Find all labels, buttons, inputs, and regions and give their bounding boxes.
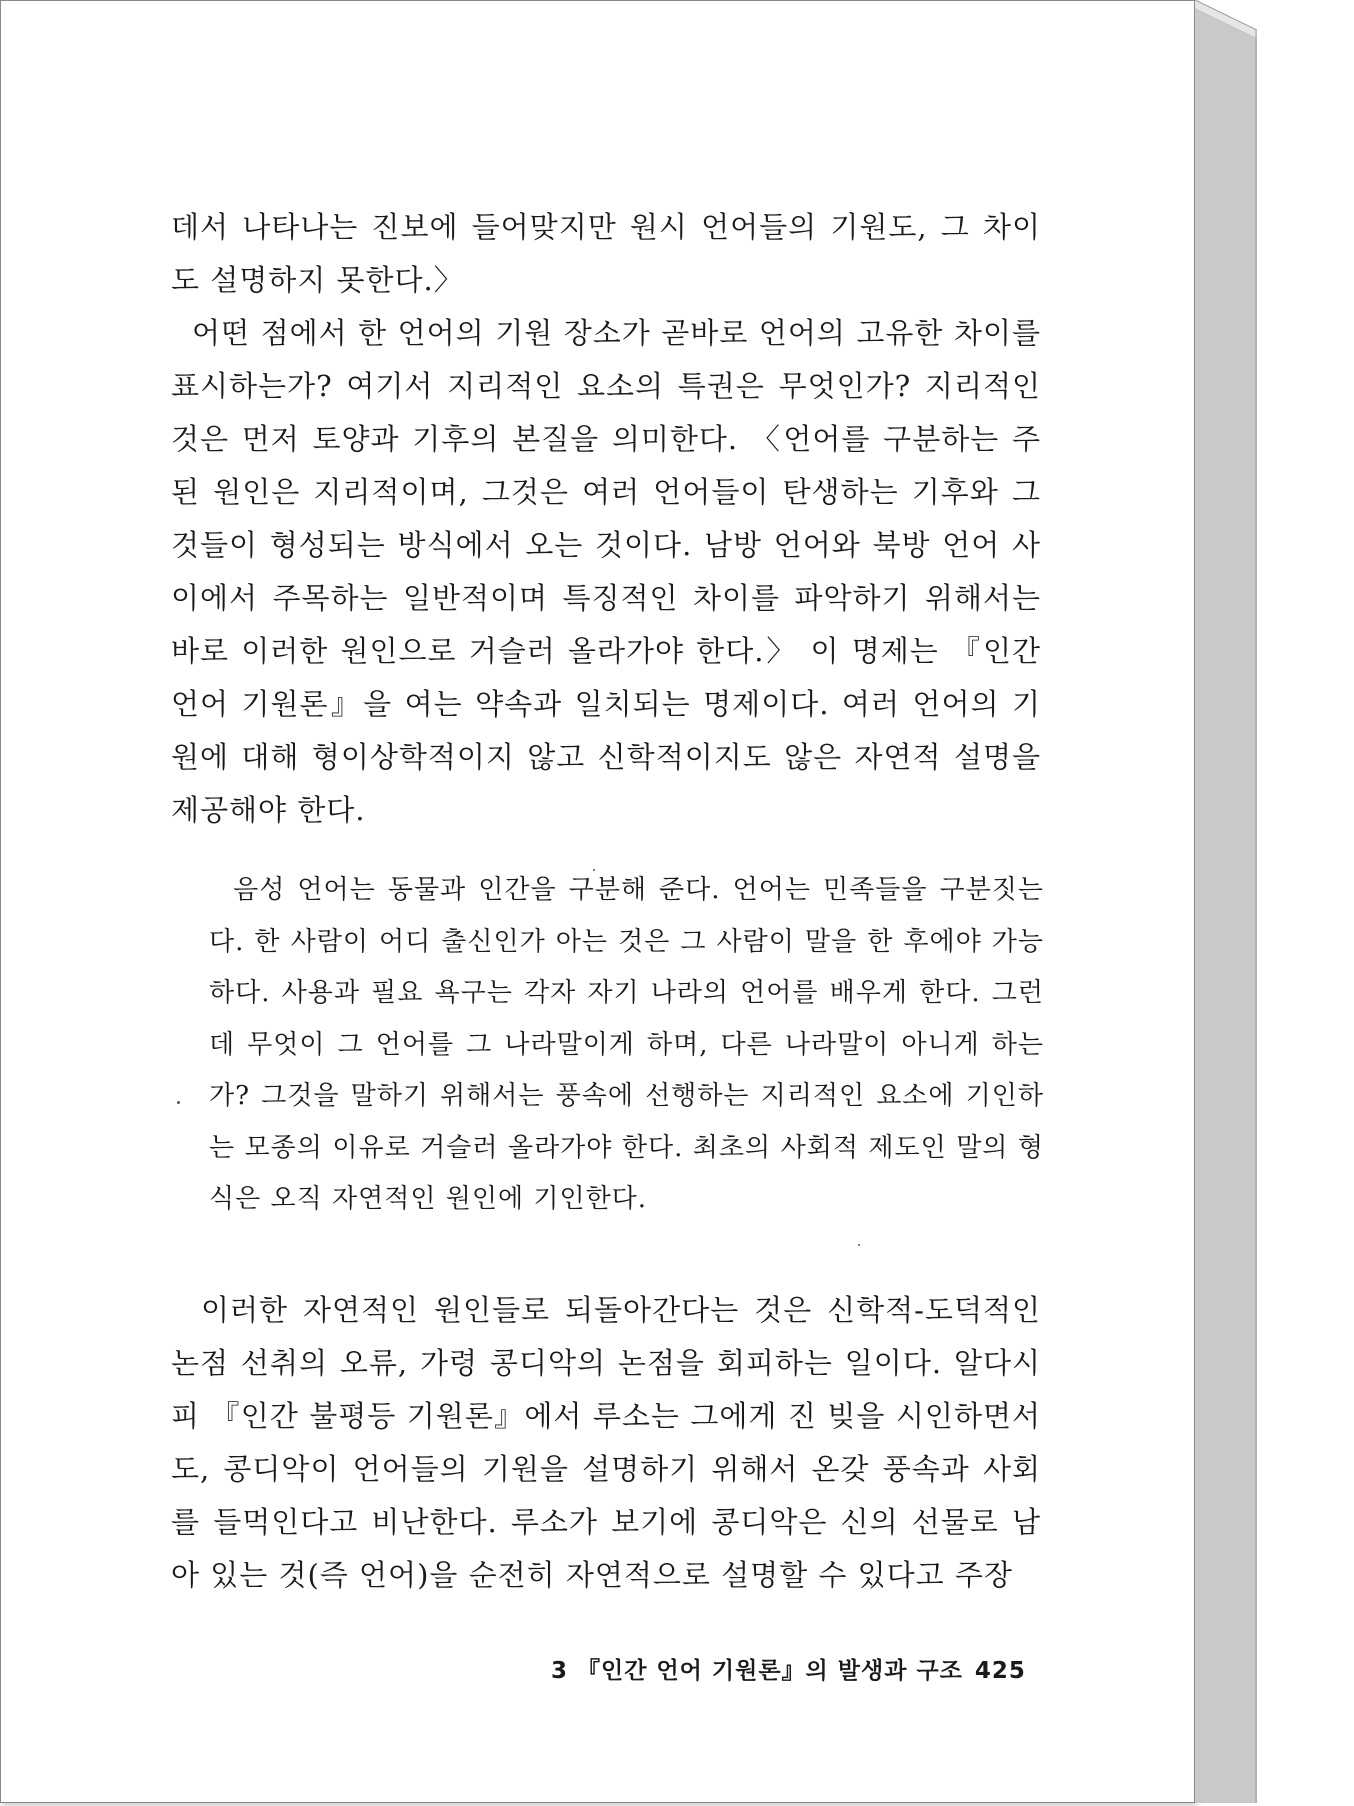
paragraph-geography: 어떤 점에서 한 언어의 기원 장소가 곧바로 언어의 고유한 차이를 표시하는가? 여기서 지리적인 요소의 특권은 무엇인가? 지리적인 것은 먼저 토양과 기후의 본질을 의미한다. 〈언어를 구분하는 주된 원인은 지리적이며, 그것은 여러 언어들이 탄생하는 기후와 그것들이 형성되는 방식에서 오는 것이다. 남방 언어와 북방 언어 사이에서 주목하는 일반적이며 특징적인 차이를 파악하기 위해서는 바로 이러한 원인으로 거슬러 올라가야 한다.〉 이 명제는 『인간 언어 기원론』을 여는 약속과 일치되는 명제이다. 여러 언어의 기원에 대해 형이상학적이지 않고 신학적이지도 않은 자연적 설명을 제공해야 한다. [171, 316, 1052, 827]
print-speck [858, 1244, 860, 1246]
running-footer: 3 『인간 언어 기원론』의 발생과 구조 [551, 1658, 963, 1684]
book-spine-edge [1195, 0, 1257, 1803]
paragraph-condillac: 이러한 자연적인 원인들로 되돌아간다는 것은 신학적-도덕적인 논점 선취의 오류, 가령 콩디악의 논점을 회피하는 일이다. 알다시피 『인간 불평등 기원론』에서 루소는 그에게 진 빚을 시인하면서도, 콩디악이 언어들의 기원을 설명하기 위해서 온갖 풍속과 사회를 들먹인다고 비난한다. 루소가 보기에 콩디악은 신의 선물로 남아 있는 것(즉 언어)을 순전히 자연적으로 설명할 수 있다고 주장 [171, 1293, 1052, 1592]
page-footer [551, 1652, 1026, 1685]
page-number: 425 [974, 1658, 1026, 1684]
print-speck [177, 1101, 180, 1104]
paragraph-continued: 데서 나타나는 진보에 들어맞지만 원시 언어들의 기원도, 그 차이도 설명하지 못한다.〉 [171, 210, 1041, 297]
print-speck [593, 869, 595, 871]
block-quote: 음성 언어는 동물과 인간을 구분해 준다. 언어는 민족들을 구분짓는다. 한 사람이 어디 출신인가 아는 것은 그 사람이 말을 한 후에야 가능하다. 사용과 필요 욕구는 각자 자기 나라의 언어를 배우게 한다. 그런데 무엇이 그 언어를 그 나라말이게 하며, 다른 나라말이 아니게 하는가? 그것을 말하기 위해서는 풍속에 선행하는 지리적인 요소에 기인하는 모종의 이유로 거슬러 올라가야 한다. 최초의 사회적 제도인 말의 형식은 오직 자연적인 원인에 기인한다. [209, 875, 1045, 1214]
